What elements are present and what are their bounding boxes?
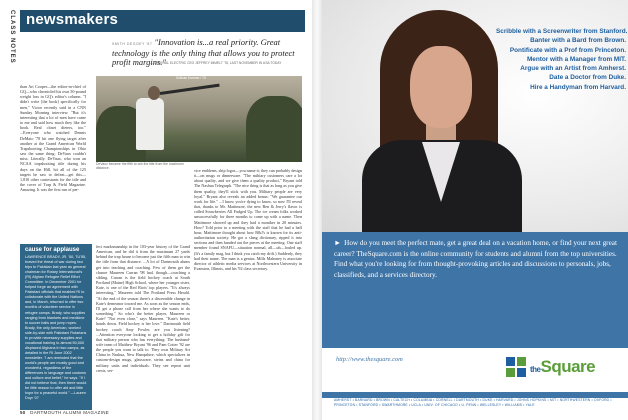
tagline: Date a Doctor from Duke. bbox=[549, 74, 626, 82]
section-label: CLASS NOTES bbox=[9, 10, 15, 64]
article-column-3: vice emblems, ship logos—you name it; they can probably design it—on mugs or dinnerware. "The military customers care a lot about quality, and we give them a quality product," Bryant told The Nashua Telegraph. "The nice thing is that as long as you give them quality, they'll stick with you. Military people are very loyal." Bryant also reveals an added bonus: "We guarantee our work for life." ...I know you're dying to know, so now I'll reveal that, thanks to Mr. Mattimore, the new Ben & Jerry's flavor is called Strawberries All Fudged Up. The ice cream folks worked unsuccessfully for three months to come up with a name. Then Mattimore showed up and they had a moniker in 20 minutes. How? Told prior to a meeting with the staff that he had a half hour, Mattimore thought about how B&J's is known for its anti-authoritarian society. He got a slang dictionary, ripped it into sections and then handed out the pieces at the meeting. One staff member found SNAFU—situation normal, all—uh—fouled up. (It's a family mag, but I think you catch my drift.) Suddenly, they had their name. The man is a genius. Mills Mahoney is associate director of athletic media services at Northwestern University in Evanston, Illinois, and his '92 class secretary. bbox=[194, 168, 302, 271]
pull-quote-text: "Innovation is...a real priority. Great technology is the only thing that allows you to protect profit margins." bbox=[112, 37, 295, 67]
page-title: newsmakers bbox=[26, 11, 119, 28]
tree-shape bbox=[246, 96, 302, 162]
page-gutter bbox=[312, 0, 322, 420]
pull-quote-kicker: SMITH DEGOEY '87 bbox=[112, 42, 153, 46]
article-column-1: than Art Cooper—the editor-in-chief of GQ—who chronicled his own 50-pound weight loss in GQ's editor's column. "I didn't write [the book] specifically for men," Victor recently said in a CNN Sunday Morning interview. "But it's interesting that a lot of men have come to me and said how much they like the book. Real closet dieters, too." ...Everyone who watched Dennis DeMaio '78 hit one flying target after another at the Grand American World Trapshooting Championships in Ohio saw the same thing: DeVaux couldn't miss. Literally. DeVaux, who won an NCAA trapshooting title during his days on the Hill, hit all of the 125 targets he saw to defeat—get this—1,810 other contestants for the title and the cover of Trap & Field Magazine. Amazing. It was the first run of per- bbox=[20, 84, 86, 193]
logo-main: Square bbox=[540, 357, 596, 376]
square-logo-icon bbox=[505, 356, 527, 378]
ad-body-copy bbox=[334, 238, 622, 342]
page-number: 50 bbox=[20, 410, 26, 415]
photo-caption: DeVaux became the fifth to win the title from the maximum distance. bbox=[96, 162, 184, 170]
shooter-head bbox=[148, 86, 160, 100]
ad-url[interactable]: http://www.thesquare.com bbox=[336, 356, 403, 363]
tagline: Pontificate with a Prof from Princeton. bbox=[509, 46, 626, 54]
shooter-figure bbox=[136, 98, 164, 150]
tagline: Mentor with a Manager from MIT. bbox=[526, 55, 626, 63]
tagline: Hire a Handyman from Harvard. bbox=[530, 83, 626, 91]
trapshooter-photo bbox=[96, 76, 302, 162]
tagline: Banter with a Bard from Brown. bbox=[530, 37, 626, 45]
ad-school-list: AMHERST • BARNARD • BROWN • CALTECH • COLUMBIA • CORNELL • DARTMOUTH • DUKE • HARVARD • JOHNS HOPKINS • MIT • NORTHWESTERN • OXFORD • PRINCETON • STANFORD • SWARTHMORE • UCLA • UNIV. OF CHICAGO • U. PENN • WELLESLEY • WILLIAMS • YALE bbox=[334, 398, 612, 407]
ad-taglines bbox=[496, 27, 626, 92]
ad-body-text: How do you meet the perfect mate, get a great deal on a vacation home, or find your next great career? TheSquare.com is the online community for students and alumni from the top universities. Find what you're looking for from thought-provoking articles and discussions to personals, jobs, classifieds, and a services directory. bbox=[334, 239, 617, 279]
sidebar-title: cause for applause bbox=[25, 247, 80, 253]
sidebar-body: LAWRENCE BRADY, JR. '50, TU'55, braved the threat of war during two trips to Pakistan last year as general chairman for Rotary International's (RI) Afghan Refugee Relief Effort Committee. In December 2001 he helped forge an agreement with Pakistani officials that enabled RI to collaborate with the United Nations and, in March, returned to offer two months of volunteer service in refugee camps. Brady, who supplies ranging from blankets and medicine to soccer balls and jump ropes. Brady, the only American, worked side-by-side with Pakistani Rotarians to provide necessary supplies and vocational training to almost 50,000 displaced Afghans in two camps, as detailed in the RI June 2002 newsletter. "I am reminded that the world's people are mostly good and wonderful, regardless of the differences in language and customs and culture and belief," he says. "If I did not believe that, then there would be little reason to offer aid and little hope for a peaceful world." —Lauren Doyr '07 bbox=[25, 255, 87, 401]
folio bbox=[20, 410, 109, 415]
logo-wordmark bbox=[530, 357, 595, 377]
publication-name: DARTMOUTH ALUMNI MAGAZINE bbox=[30, 410, 110, 415]
logo-prefix: the bbox=[530, 365, 541, 374]
pull-quote-attribution: —GENERAL ELECTRIC CEO JEFFREY IMMELT '78, LAST NOVEMBER IN USA TODAY bbox=[150, 61, 282, 65]
shotgun-shape bbox=[160, 84, 220, 95]
woman-face bbox=[410, 46, 472, 128]
photo-credit: Sullivan Dorman / TS bbox=[176, 76, 207, 80]
article-column-2: fect marksmanship in the 103-year history of the Grand American, and he did it from the maximum 27 yards behind the trap house to become just the fifth man to win the title from that distance. ...A lot of Dartmouth alums get into teaching and coaching. Few of them get the chance Maureen Curran '98 had, though—coaching a sibling. Curran is the field hockey coach at South Portland (Maine) High School, where her younger sister, Kate, is one of the Red Riots' top players. "It's always interesting," Maureen told The Portland Press Herald. "At the end of the season there's a discernible change in Kate's demeanor toward me. As soon as the season ends, I'll get a phone call from her where she wants to do something." So who's the better player, Maureen or Kate? "Not even close," says Maureen. "Kate's better, hands down. Field hockey is her love." Dartmouth field hockey coach Amy Fowler, are you listening? ...Attention everyone looking to get a holiday gift for that military person who has everything: The husband-wife team of Matthew Bryant '96 and Pam Cotter '92 are the people you want to talk to. They own Military Art China in Nashua, New Hampshire, which specializes in custom-design mugs, glassware, steins and china for military units and individuals. They see repeat unit crests, ser- bbox=[96, 244, 190, 373]
tagline: Scribble with a Screenwriter from Stanford. bbox=[496, 28, 628, 35]
arrow-bullet-icon: ► bbox=[334, 239, 342, 247]
tagline: Argue with an Artist from Amherst. bbox=[520, 65, 626, 73]
